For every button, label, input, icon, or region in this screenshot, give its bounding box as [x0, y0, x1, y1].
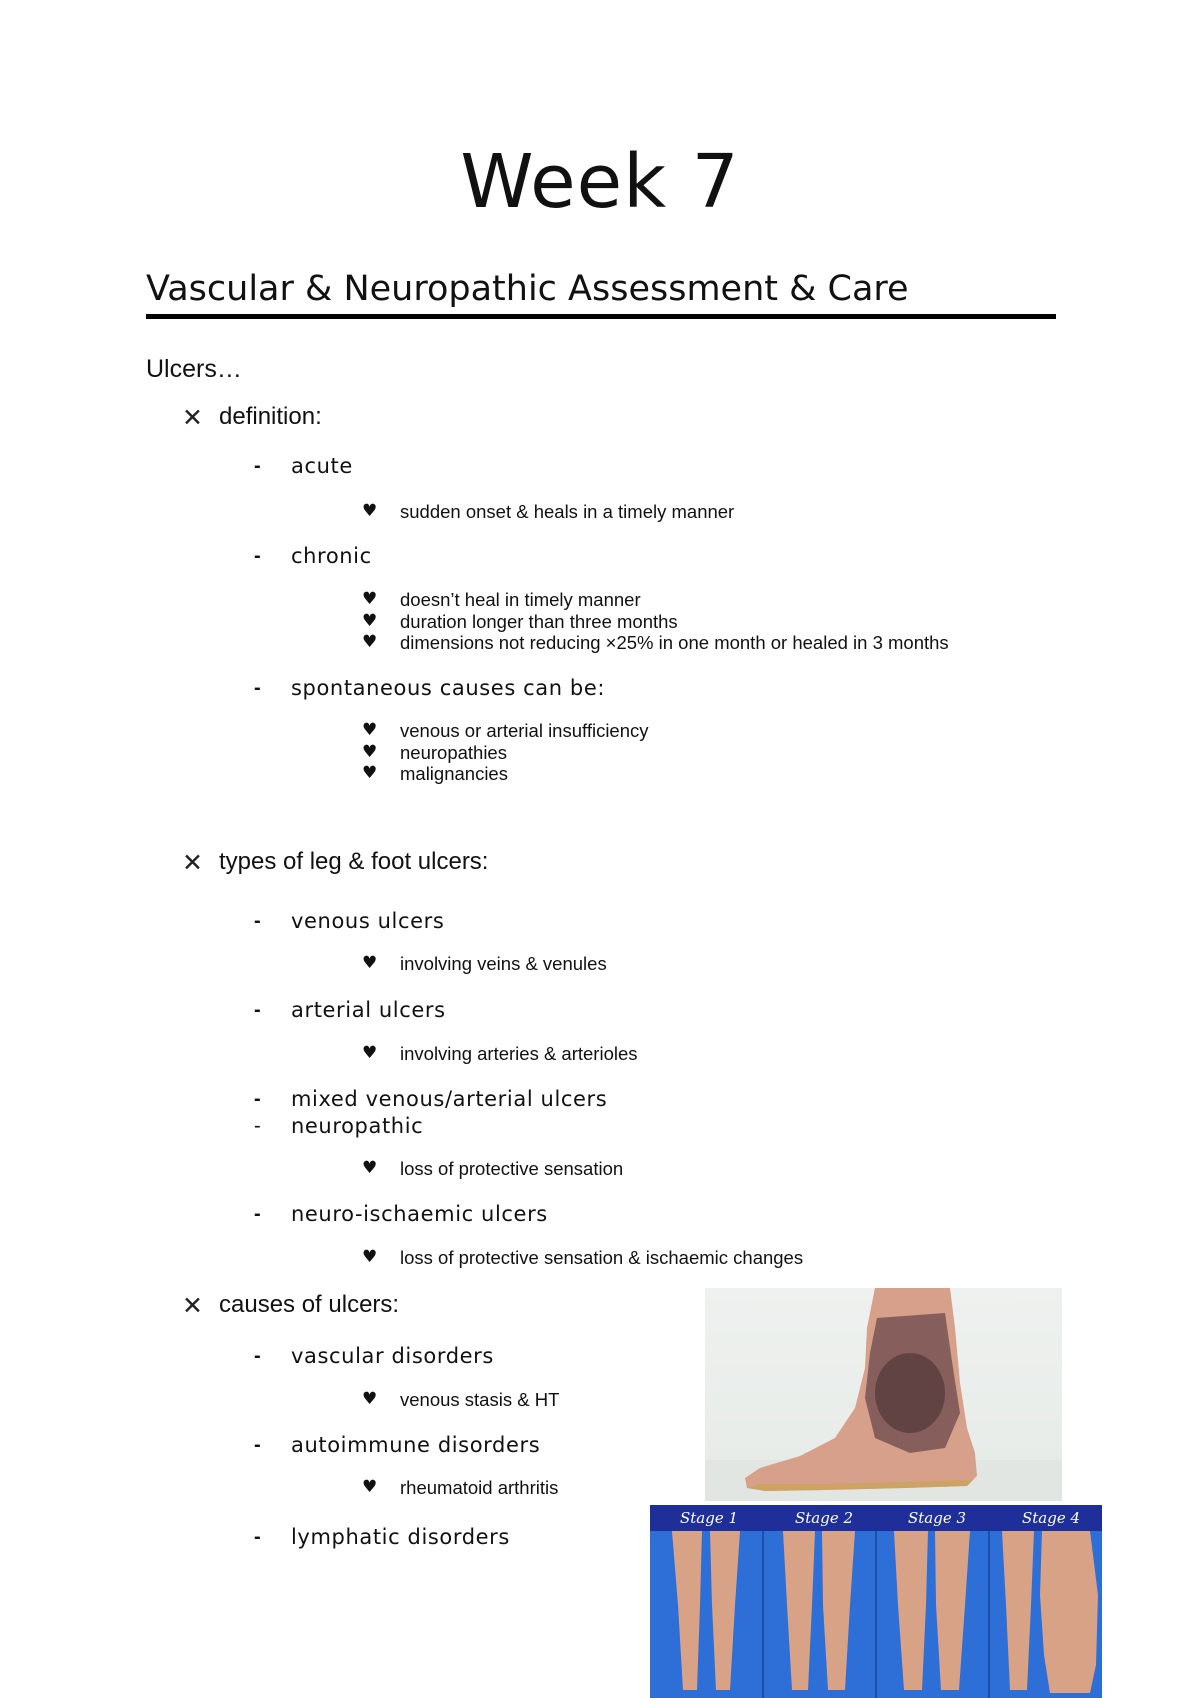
autoimmune-label: autoimmune disorders [291, 1433, 541, 1457]
heart-icon: ♥ [362, 589, 378, 609]
vascular-label: vascular disorders [291, 1344, 494, 1368]
x-mark-icon: ✕ [182, 848, 203, 877]
lymphatic-label: lymphatic disorders [291, 1525, 510, 1549]
heart-icon: ♥ [362, 1158, 378, 1178]
dash-bullet: - [254, 910, 261, 932]
list-item: doesn’t heal in timely manner [400, 589, 641, 610]
heart-icon: ♥ [362, 763, 378, 783]
types-heading: types of leg & foot ulcers: [219, 848, 489, 875]
list-item: duration longer than three months [400, 611, 678, 632]
causes-heading: causes of ulcers: [219, 1291, 400, 1318]
list-item: involving veins & venules [400, 953, 607, 974]
lymphoedema-stages-photo [650, 1505, 1102, 1698]
list-item: sudden onset & heals in a timely manner [400, 501, 735, 522]
heading-underline [146, 314, 1056, 319]
heart-icon: ♥ [362, 1477, 378, 1497]
dash-bullet: - [254, 1526, 261, 1548]
x-mark-icon: ✕ [182, 403, 203, 432]
dash-bullet: - [254, 1345, 261, 1367]
dash-bullet: - [254, 1088, 261, 1110]
list-item: neuropathies [400, 742, 507, 763]
dash-bullet: - [254, 1115, 261, 1137]
x-mark-icon: ✕ [182, 1291, 203, 1320]
heart-icon: ♥ [362, 742, 378, 762]
list-item: involving arteries & arterioles [400, 1043, 638, 1064]
heart-icon: ♥ [362, 953, 378, 973]
venous-ulcer-foot-photo [705, 1288, 1062, 1501]
stage-label: Stage 1 [680, 1509, 739, 1527]
dash-bullet: - [254, 999, 261, 1021]
list-item: dimensions not reducing ×25% in one month or healed in 3 months [400, 632, 949, 653]
stage-label: Stage 4 [1022, 1509, 1081, 1527]
page-title: Week 7 [460, 139, 740, 225]
heart-icon: ♥ [362, 1389, 378, 1409]
neuroischaemic-label: neuro-ischaemic ulcers [291, 1202, 548, 1226]
dash-bullet: - [254, 677, 261, 699]
heart-icon: ♥ [362, 720, 378, 740]
definition-heading: definition: [219, 403, 322, 430]
heart-icon: ♥ [362, 1247, 378, 1267]
arterial-label: arterial ulcers [291, 998, 446, 1022]
list-item: venous stasis & HT [400, 1389, 560, 1410]
list-item: malignancies [400, 763, 508, 784]
heart-icon: ♥ [362, 632, 378, 652]
section-heading: Ulcers… [146, 355, 242, 383]
neuropathic-label: neuropathic [291, 1114, 424, 1138]
list-item: rheumatoid arthritis [400, 1477, 559, 1498]
page-subtitle: Vascular & Neuropathic Assessment & Care [146, 269, 909, 309]
list-item: venous or arterial insufficiency [400, 720, 649, 741]
heart-icon: ♥ [362, 501, 378, 521]
venous-label: venous ulcers [291, 909, 445, 933]
dash-bullet: - [254, 545, 261, 567]
spontaneous-label: spontaneous causes can be: [291, 676, 606, 700]
dash-bullet: - [254, 1434, 261, 1456]
stage-label: Stage 3 [908, 1509, 967, 1527]
stage-label: Stage 2 [795, 1509, 854, 1527]
heart-icon: ♥ [362, 1043, 378, 1063]
acute-label: acute [291, 454, 353, 478]
list-item: loss of protective sensation [400, 1158, 624, 1179]
dash-bullet: - [254, 455, 261, 477]
mixed-label: mixed venous/arterial ulcers [291, 1087, 608, 1111]
heart-icon: ♥ [362, 611, 378, 631]
chronic-label: chronic [291, 544, 372, 568]
dash-bullet: - [254, 1203, 261, 1225]
list-item: loss of protective sensation & ischaemic changes [400, 1247, 804, 1268]
